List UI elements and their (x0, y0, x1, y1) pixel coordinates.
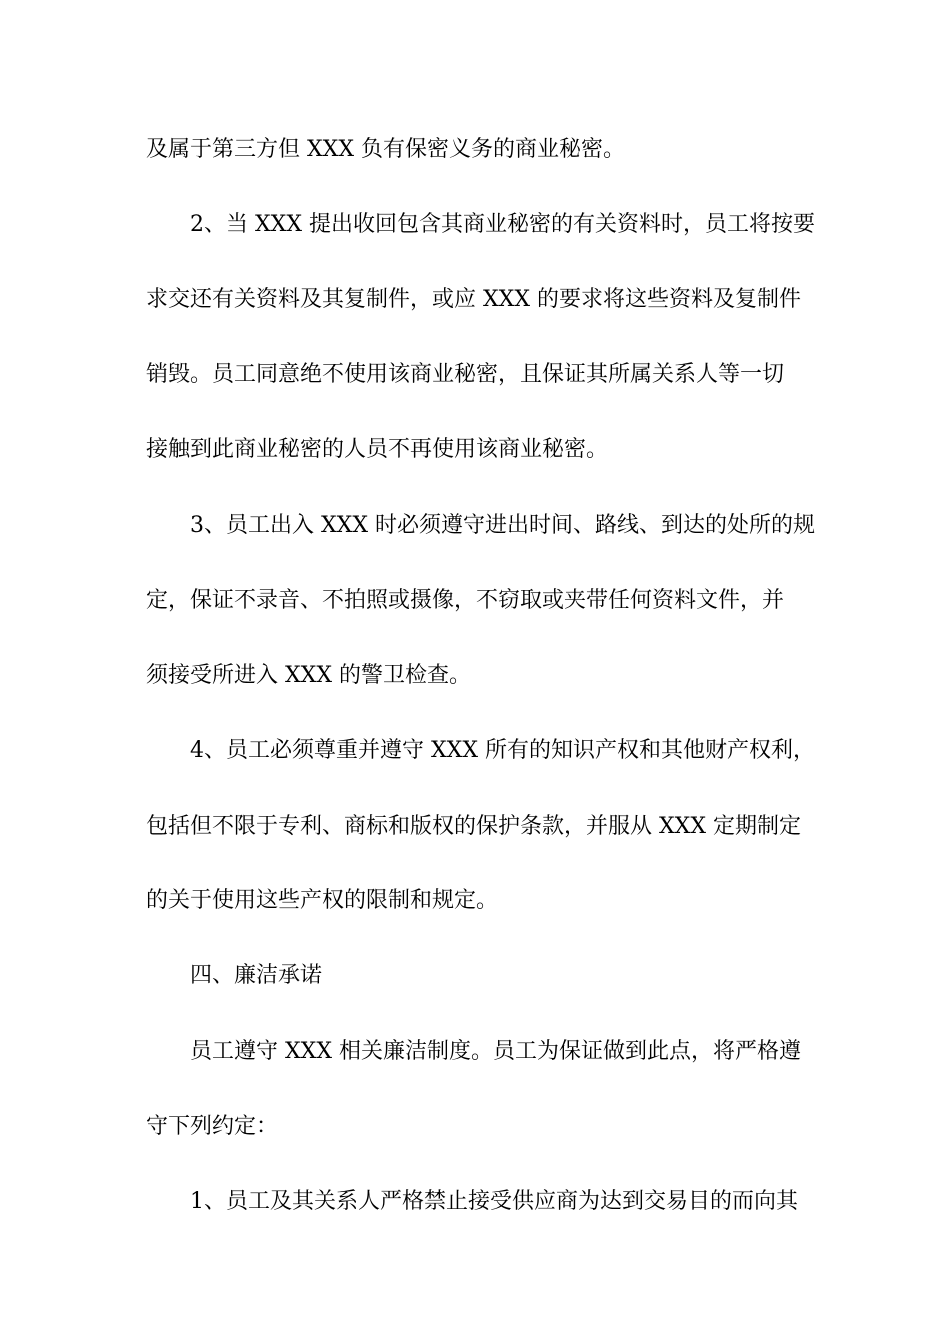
text-line: 4、员工必须尊重并遵守 XXX 所有的知识产权和其他财产权利， (190, 738, 815, 763)
text-line: 包括但不限于专利、商标和版权的保护条款，并服从 XXX 定期制定 (146, 814, 801, 839)
text-line: 及属于第三方但 XXX 负有保密义务的商业秘密。 (146, 137, 625, 162)
text-line: 员工遵守 XXX 相关廉洁制度。员工为保证做到此点，将严格遵 (190, 1039, 801, 1064)
text-line: 的关于使用这些产权的限制和规定。 (146, 888, 499, 913)
section-heading: 四、廉洁承诺 (190, 963, 323, 988)
text-line: 3、员工出入 XXX 时必须遵守进出时间、路线、到达的处所的规 (190, 513, 815, 538)
text-line: 2、当 XXX 提出收回包含其商业秘密的有关资料时，员工将按要 (190, 212, 815, 237)
text-line: 1、员工及其关系人严格禁止接受供应商为达到交易目的而向其 (190, 1189, 798, 1214)
text-line: 求交还有关资料及其复制件，或应 XXX 的要求将这些资料及复制件 (146, 287, 801, 312)
text-line: 销毁。员工同意绝不使用该商业秘密，且保证其所属关系人等一切 (146, 362, 785, 387)
text-line: 须接受所进入 XXX 的警卫检查。 (146, 663, 471, 688)
text-line: 定，保证不录音、不拍照或摄像，不窃取或夹带任何资料文件，并 (146, 588, 785, 613)
text-line: 守下列约定： (146, 1114, 279, 1139)
text-line: 接触到此商业秘密的人员不再使用该商业秘密。 (146, 437, 609, 462)
